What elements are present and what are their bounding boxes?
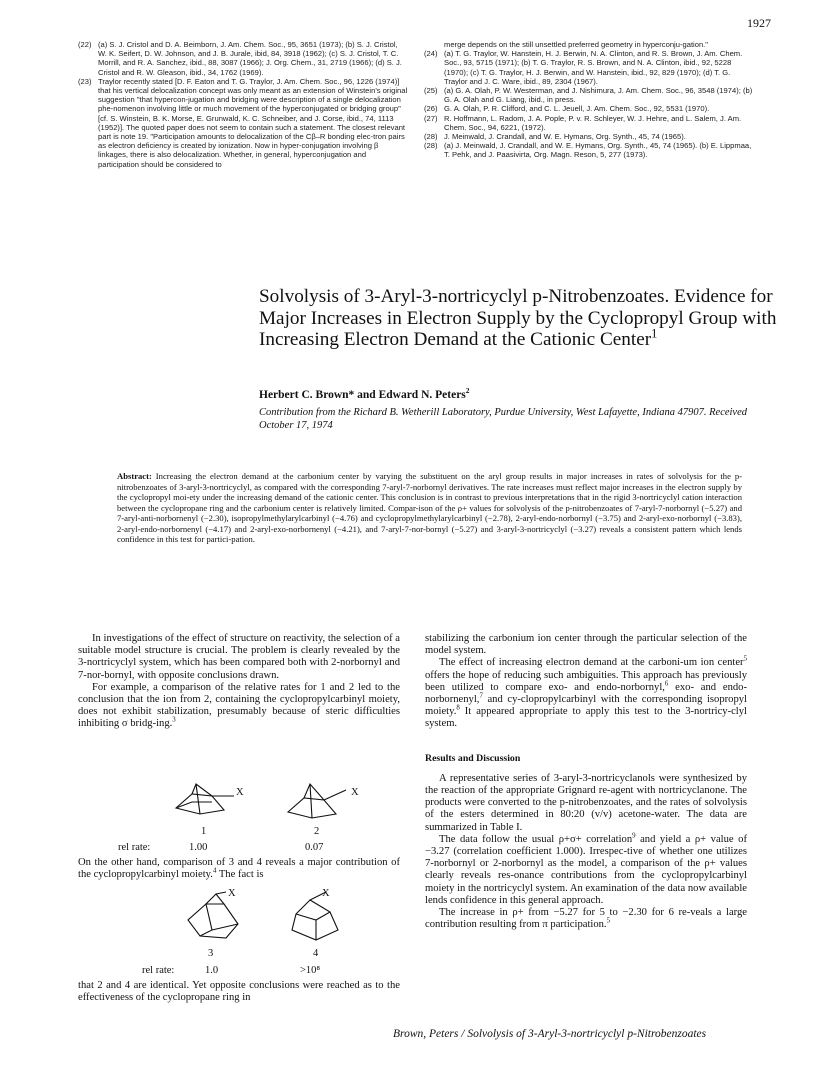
rate-label: rel rate: xyxy=(142,965,175,976)
section-heading: Results and Discussion xyxy=(425,752,521,764)
compound-number: 3 xyxy=(208,948,214,959)
substituent-label: X xyxy=(351,787,359,798)
reference-item: (28) (a) J. Meinwald, J. Crandall, and W. E. Hymans, Org. Synth., 45, 74 (1965). (b) E. Lippmaa, T. Pehk, and J. Paasivirta, Org. Magn. Reson, 5, 277 (1973). xyxy=(424,141,752,160)
reference-item: (24) (a) T. G. Traylor, W. Hanstein, H. J. Berwin, N. A. Clinton, and R. S. Brown, J. Am. Chem. Soc., 93, 5715 (1971); (b) T. G. Traylor, R. S. Brown, and N. A. Clinton, ibid., 92, 5228 (1970); (c) T. G. Traylor, H. J. Berwin, and W. Hanstein, ibid., 92, 829 (1970); (d) T. G. Traylor and J. C. Ware, ibid., 89, 2304 (1967). xyxy=(424,49,743,86)
reference-item: (26) G. A. Olah, P. R. Clifford, and C. L. Jeuell, J. Am. Chem. Soc., 92, 5531 (1970). xyxy=(424,104,710,114)
paragraph: The increase in ρ+ from −5.27 for 5 to −2.30 for 6 re-veals a large contribution resulting from π participation.$^5$ xyxy=(425,907,747,931)
body-left-top xyxy=(78,633,400,731)
rate-label: rel rate: xyxy=(118,842,151,853)
paragraph: stabilizing the carbonium ion center through the particular selection of the model system. xyxy=(425,633,747,657)
compound-number: 4 xyxy=(313,948,319,959)
substituent-label: X xyxy=(322,888,330,899)
compound-number: 1 xyxy=(201,826,207,837)
structure-3-icon xyxy=(180,890,250,944)
paragraph: On the other hand, comparison of 3 and 4 reveals a major contribution of the cyclopropylcarbinyl moiety.$^4$ The fact is xyxy=(78,857,400,881)
page-number: 1927 xyxy=(747,16,771,30)
running-footer: Brown, Peters / Solvolysis of 3-Aryl-3-nortricyclyl p-Nitrobenzoates xyxy=(393,1028,707,1040)
substituent-label: X xyxy=(228,888,236,899)
authors: Herbert C. Brown* and Edward N. Peters$^2$ xyxy=(259,386,470,401)
structure-2-icon xyxy=(282,782,352,822)
paragraph: that 2 and 4 are identical. Yet opposite conclusions were reached as to the effectiveness of the cyclopropane ring in xyxy=(78,980,400,1004)
reference-item: (23) Traylor recently stated [D. F. Eaton and T. G. Traylor, J. Am. Chem. Soc., 96, 1226 (1974)] that his vertical delocalization concept was only meant as an extension of Winstein's original suggestion "that hypercon-jugation and bridging were description of a single delocalization phe-nomenon involving little or much movement of the hyperconjugated or bridging group" [cf. S. Winstein, B. K. Morse, E. Grunwald, K. C. Schneiber, and J. Corse, ibid., 74, 1113 (1952)]. The quoted paper does not seem to contain such a statement. The closest relevant part is note 19. "Participation amounts to delocalization of the Cβ–R bonding elec-tron pairs as electron deficiency is created by ionization. Now in hyper-conjugation involving β linkages, there is also delocalization. Whether, in general, hyperconjugation and participation should be considered to xyxy=(78,76,408,169)
rate-value: 0.07 xyxy=(305,842,324,853)
rate-value: 1.00 xyxy=(189,842,208,853)
paragraph: The effect of increasing electron demand at the carboni-um ion center$^5$ offers the hope of reducing such ambiguities. This approach has previously been utilized to compare exo- and endo-norbornyl,$^6$ exo- and endo-norbornenyl,$^7$ and cy-clopropylcarbinyl with the corresponding isopropyl moiety.$^8$ It appeared appropriate to apply this test to the 3-nortricy-clyl system. xyxy=(425,655,747,730)
reference-item: (25) (a) G. A. Olah, P. W. Westerman, and J. Nishimura, J. Am. Chem. Soc., 96, 3548 (1974); (b) G. A. Olah and G. Liang, ibid., in press. xyxy=(424,86,753,105)
paragraph: The data follow the usual ρ+σ+ correlation$^9$ and yield a ρ+ value of −3.27 (correlation coefficient 1.000). Irrespec-tive of whether one utilizes 7-norbornyl or 2-norbornyl as the model, a comparison of the ρ+ values clearly reveals res-onance contributions from the cyclopropylcarbinyl moiety in the nortricyclyl system. An examination of the data now available lends confidence in this general approach. xyxy=(425,832,747,906)
paragraph: A representative series of 3-aryl-3-nortricyclanols were synthesized by the reaction of the appropriate Grignard re-agent with nortricyclanone. The products were converted to the p-nitrobenzoates, and the rates of solvolysis of the esters determined in 80:20 (v/v) acetone-water. The data are summarized in Table I. xyxy=(425,772,747,833)
paragraph: In investigations of the effect of structure on reactivity, the selection of a suitable model structure is crucial. The problem is clearly revealed by the 3-nortricyclyl system, which has been compared both with 2-norbornyl and 7-nor-bornyl, with opposite conclusions drawn. xyxy=(78,633,400,681)
reference-item: (22) (a) S. J. Cristol and D. A. Beimborn, J. Am. Chem. Soc., 95, 3651 (1973); (b) S. J. Cristol, W. K. Seifert, D. W. Johnson, and J. B. Jurale, ibid, 84, 3918 (1962); (c) S. J. Cristol, T. C. Morrill, and R. A. Sanchez, ibid., 88, 3087 (1966); J. Org. Chem., 31, 2719 (1966); (d) S. J. Cristol and R. W. Gleason, ibid., 34, 1762 (1969). xyxy=(78,40,402,77)
substituent-label: X xyxy=(236,787,244,798)
article-title: Solvolysis of 3-Aryl-3-nortricyclyl p-Nitrobenzoates. Evidence for Major Increases in Electron Supply by the Cyclopropyl Group with Increasing Electron Demand at the Cationic Center$^1$ xyxy=(259,286,777,350)
rate-value: >10⁸ xyxy=(300,965,321,976)
paragraph: For example, a comparison of the relative rates for 1 and 2 led to the conclusion that the ion from 2, containing the cyclopropylcarbinyl moiety, does not exhibit stabilization, presumably because of steric difficulties inhibiting σ bridg-ing.$^3$ xyxy=(78,681,400,730)
references-right xyxy=(424,40,754,160)
rate-value: 1.0 xyxy=(205,965,219,976)
body-left-bottom xyxy=(78,980,400,1004)
reference-item: (28) J. Meinwald, J. Crandall, and W. E. Hymans, Org. Synth., 45, 74 (1965). xyxy=(424,132,686,142)
body-left-mid xyxy=(78,857,400,881)
compound-number: 2 xyxy=(314,826,320,837)
structure-4-icon xyxy=(282,890,352,944)
abstract: Abstract: Increasing the electron demand at the carbonium center by varying the substituent on the aryl group results in major increases in rates of solvolysis for the p-nitrobenzoates of 3-aryl-3-nortricyclyl, as compared with the corresponding 7-aryl-7-norbornyl derivatives. The rate increases must reflect major increases in the electron supply by the cyclopropyl moi-ety under the increasing demand of the cationic center. This conclusion is in contrast to previous interpretations that in the rigid 3-nortricyclyl cation interaction between the cyclopropane ring and the carbonium center is relatively limited. Compar-ison of the ρ+ values for solvolysis of the p-nitrobenzoates of 7-aryl-7-norbornyl (−5.27) and 7-aryl-anti-norbornenyl (−2.30), isopropylmethylarylcarbinyl (−4.76) and cyclopropylmethylarylcarbinyl (−2.78), 2-aryl-endo-norbornyl (−3.75) and 2-aryl-exo-norbornyl (−3.83), 2-aryl-endo-norbornenyl (−4.17) and 2-aryl-exo-norbornenyl (−4.21), and 7-aryl-7-nor-bornyl (−5.27) and 3-aryl-3-nortricyclyl (−3.27) reveals a consistent pattern which lends confidence in this test for partici-pation. xyxy=(117,471,742,544)
reference-item: merge depends on the still unsettled preferred geometry in hyperconju-gation." xyxy=(444,40,708,49)
affiliation: Contribution from the Richard B. Wetherill Laboratory, Purdue University, West Lafayette, Indiana 47907. Received October 17, 1974 xyxy=(259,407,747,431)
reference-item: (27) R. Hoffmann, L. Radom, J. A. Pople, P. v. R. Schleyer, W. J. Hehre, and L. Salem, J. Am. Chem. Soc., 94, 6221, (1972). xyxy=(424,113,742,132)
references-left xyxy=(78,40,408,169)
structure-1-icon xyxy=(170,780,240,820)
abstract-label: Abstract: xyxy=(117,471,152,481)
body-right xyxy=(425,633,747,931)
